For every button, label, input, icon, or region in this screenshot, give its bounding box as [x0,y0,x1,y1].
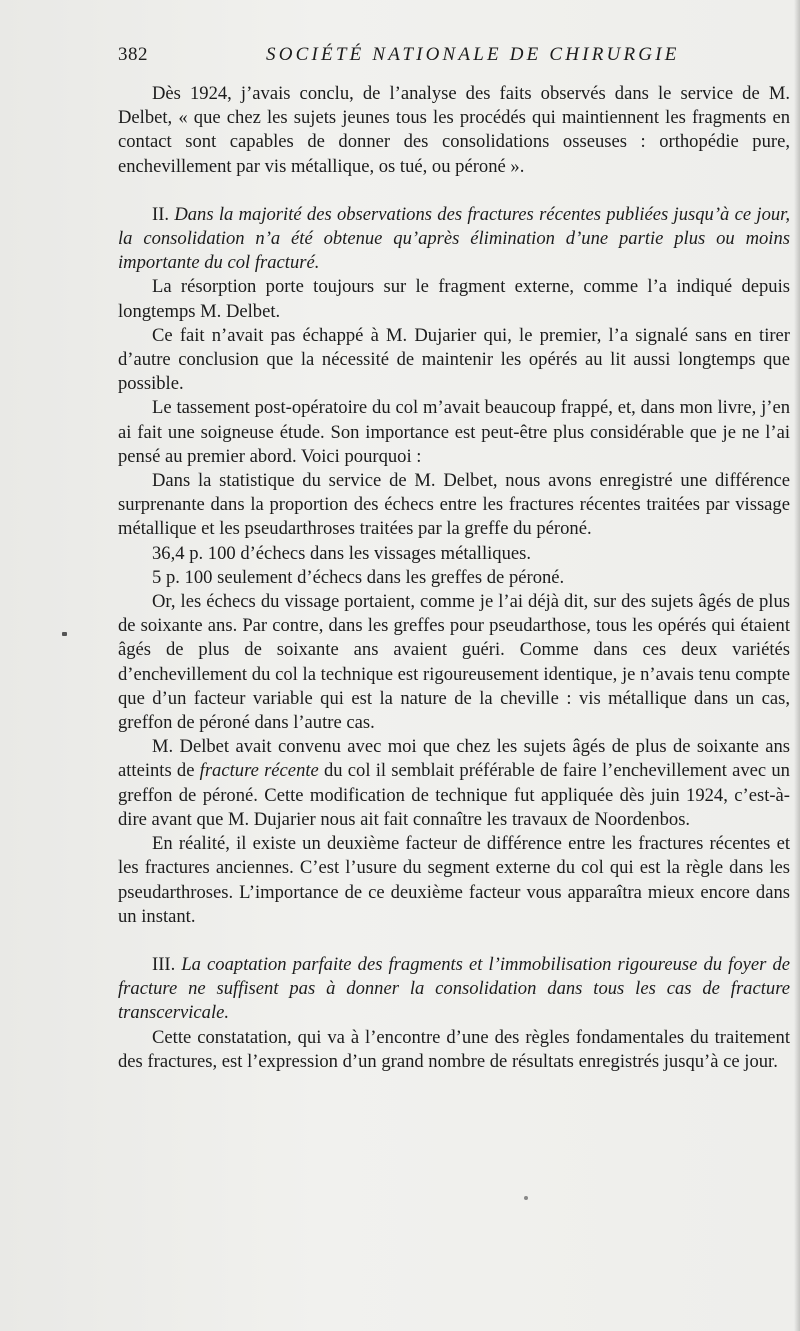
page-number: 382 [118,44,148,65]
section-heading-paragraph [118,953,790,1026]
paragraph: Le tassement post-opératoire du col m’avait beaucoup frappé, et, dans mon livre, j’en ai fait une soigneuse étude. Son importance est peut-être plus considérable que je ne l’ai pensé au premier abord. Voici pourquoi : [118,397,790,467]
emphasis: fracture récente [199,760,319,782]
paragraph: En réalité, il existe un deuxième facteur de différence entre les fractures récentes et les fractures anciennes. C’est l’usure du segment externe du col qui est la règle dans les pseudarthroses. L’importance de ce deuxième facteur vous apparaîtra mieux encore dans un instant. [118,833,790,927]
section-number: III. [152,953,176,975]
section-gap [118,179,790,203]
section-statement: Dans la majorité des observations des fractures récentes publiées jusqu’à ce jour, la consolidation n’a été obtenue qu’après élimination d’une partie plus ou moins importante du col fracturé. [118,203,790,274]
paragraph: Dès 1924, j’avais conclu, de l’analyse des faits observés dans le service de M. Delbet, « que chez les sujets jeunes tous les procédés qui maintiennent les fragments en contact sont capables de donner des consolidations osseuses : orthopédie pure, enchevillement par vis métallique, os tué, ou péroné ». [118,83,790,177]
paragraph: La résorption porte toujours sur le fragment externe, comme l’a indiqué depuis longtemps M. Delbet. [118,276,790,322]
section-heading-paragraph [118,203,790,276]
section-statement: La coaptation parfaite des fragments et l’immobilisation rigoureuse du foyer de fracture ne suffisent pas à donner la consolidation dans tous les cas de fracture transcervicale. [118,953,790,1024]
section-number: II. [152,203,170,225]
section-gap [118,929,790,953]
paragraph: Or, les échecs du vissage portaient, comme je l’ai déjà dit, sur des sujets âgés de plus de soixante ans. Par contre, dans les greffes pour pseudarthose, tous les opérés qui étaient âgés de plus de soixante ans avaient guéri. Comme dans ces deux variétés d’enchevillement du col la technique est rigoureusement identique, je n’avais tenu compte que d’un facteur variable qui est la nature de la cheville : vis métallique dans un cas, greffon de péroné dans l’autre cas. [118,591,790,734]
margin-mark [62,632,67,636]
body-text [118,82,790,1074]
page-edge-shadow [794,0,800,1331]
paragraph: 36,4 p. 100 d’échecs dans les vissages métalliques. [152,542,532,564]
running-title: SOCIÉTÉ NATIONALE DE CHIRURGIE [266,44,680,65]
paragraph: Cette constatation, qui va à l’encontre d’une des règles fondamentales du traitement des fractures, est l’expression d’un grand nombre de résultats enregistrés jusqu’à ce jour. [118,1026,790,1072]
paragraph [118,735,790,832]
text-run: M. Delbet avait convenu avec moi que chez les sujets âgés de plus de soixante ans atteints de [118,736,790,782]
text-run: du col il semblait préférable de faire l’enchevillement avec un greffon de péroné. Cette modification de technique fut appliquée dès juin 1924, c’est-à-dire avant que M. Dujarier nous ait fait connaître les travaux de Noordenbos. [118,760,790,830]
running-header [118,44,790,72]
ink-speck [524,1196,528,1200]
paragraph: 5 p. 100 seulement d’échecs dans les greffes de péroné. [152,566,565,588]
paragraph: Dans la statistique du service de M. Delbet, nous avons enregistré une différence surprenante dans la proportion des échecs entre les fractures récentes traitées par vissage métallique et les pseudarthroses traitées par la greffe du péroné. [118,470,790,540]
paragraph: Ce fait n’avait pas échappé à M. Dujarier qui, le premier, l’a signalé sans en tirer d’autre conclusion que la nécessité de maintenir les opérés au lit aussi longtemps que possible. [118,324,790,395]
